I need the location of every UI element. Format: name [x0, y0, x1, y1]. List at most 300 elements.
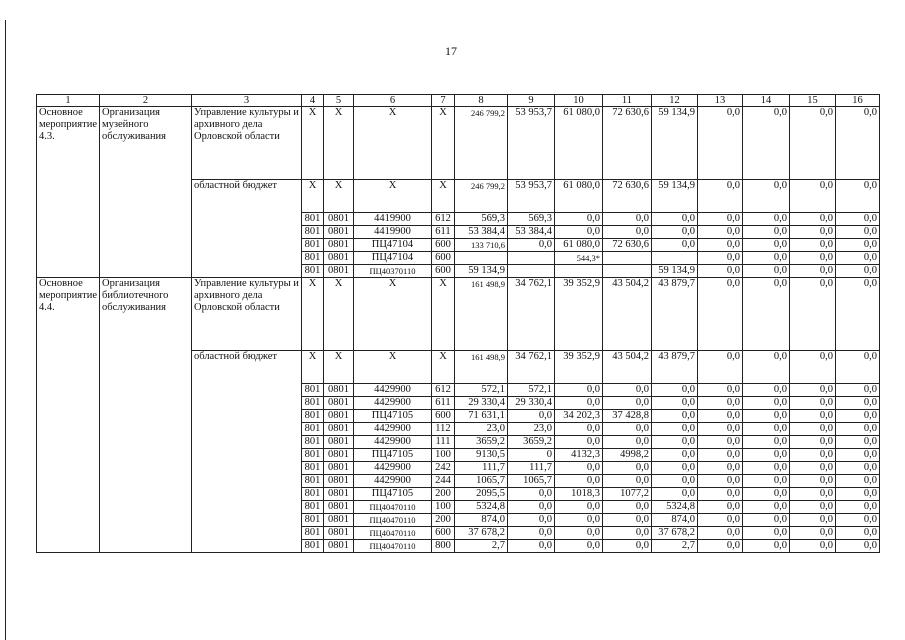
value-cell: 0,0 — [554, 501, 602, 514]
value-cell: 0,0 — [789, 107, 835, 180]
value-cell: 0,0 — [697, 540, 742, 553]
value-cell: 0,0 — [602, 436, 651, 449]
value-cell: ПЦ40370110 — [353, 265, 431, 278]
value-cell: 0,0 — [742, 239, 789, 252]
value-cell: 0,0 — [835, 462, 879, 475]
value-cell: 0,0 — [697, 265, 742, 278]
value-cell: 0,0 — [554, 475, 602, 488]
table-row — [37, 107, 880, 180]
value-cell: 801 — [301, 397, 323, 410]
budget-label-cell: областной бюджет — [191, 180, 301, 278]
activity-cell: Основное мероприятие 4.3. — [37, 107, 100, 278]
value-cell: 0,0 — [697, 213, 742, 226]
value-cell: 34 762,1 — [507, 351, 554, 384]
column-number-cell: 13 — [697, 95, 742, 107]
value-cell: 111 — [431, 436, 454, 449]
value-cell: ПЦ47104 — [353, 252, 431, 265]
value-cell: 0,0 — [835, 351, 879, 384]
value-cell: 0801 — [323, 226, 353, 239]
value-cell — [454, 252, 507, 265]
value-cell: 0,0 — [651, 410, 697, 423]
value-cell: 0,0 — [554, 540, 602, 553]
value-cell: 0,0 — [697, 488, 742, 501]
value-cell: 0801 — [323, 501, 353, 514]
value-cell: 0,0 — [789, 488, 835, 501]
value-cell: 611 — [431, 226, 454, 239]
column-number-cell: 6 — [353, 95, 431, 107]
value-cell: 111,7 — [454, 462, 507, 475]
value-cell: 0,0 — [742, 213, 789, 226]
value-cell: 43 879,7 — [651, 351, 697, 384]
value-cell: 53 384,4 — [507, 226, 554, 239]
column-number-cell: 16 — [835, 95, 879, 107]
value-cell: 0,0 — [789, 423, 835, 436]
column-number-cell: 2 — [99, 95, 191, 107]
value-cell: 600 — [431, 410, 454, 423]
value-cell: 0,0 — [742, 180, 789, 213]
value-cell: 0,0 — [507, 514, 554, 527]
table-row — [37, 278, 880, 351]
value-cell: 0,0 — [651, 226, 697, 239]
value-cell: Х — [353, 351, 431, 384]
value-cell: 801 — [301, 384, 323, 397]
value-cell: ПЦ40470110 — [353, 501, 431, 514]
value-cell: 37 428,8 — [602, 410, 651, 423]
value-cell: 0,0 — [742, 501, 789, 514]
value-cell: 0,0 — [554, 436, 602, 449]
value-cell: 0,0 — [742, 410, 789, 423]
value-cell: Х — [323, 278, 353, 351]
value-cell: 0,0 — [835, 527, 879, 540]
value-cell: 43 504,2 — [602, 351, 651, 384]
value-cell: 0,0 — [507, 488, 554, 501]
value-cell: ПЦ40470110 — [353, 527, 431, 540]
value-cell: 0,0 — [651, 423, 697, 436]
value-cell: 0,0 — [602, 540, 651, 553]
value-cell: Х — [353, 107, 431, 180]
value-cell: 0,0 — [789, 436, 835, 449]
value-cell: 0,0 — [789, 265, 835, 278]
value-cell: 0,0 — [835, 475, 879, 488]
value-cell: 0,0 — [554, 527, 602, 540]
value-cell: 0,0 — [697, 514, 742, 527]
value-cell: 246 799,2 — [454, 180, 507, 213]
value-cell: 100 — [431, 501, 454, 514]
value-cell: 0801 — [323, 252, 353, 265]
value-cell: 569,3 — [507, 213, 554, 226]
value-cell: 0,0 — [742, 278, 789, 351]
value-cell: 4132,3 — [554, 449, 602, 462]
value-cell: 23,0 — [454, 423, 507, 436]
value-cell: 0,0 — [789, 226, 835, 239]
value-cell: 0,0 — [697, 436, 742, 449]
value-cell: 0,0 — [697, 501, 742, 514]
value-cell: 0,0 — [789, 475, 835, 488]
value-cell: 0,0 — [602, 397, 651, 410]
value-cell: 0,0 — [651, 449, 697, 462]
value-cell: 801 — [301, 488, 323, 501]
value-cell: 1077,2 — [602, 488, 651, 501]
value-cell: 0,0 — [554, 226, 602, 239]
value-cell: 0,0 — [554, 213, 602, 226]
value-cell: 0,0 — [789, 410, 835, 423]
value-cell: 0801 — [323, 514, 353, 527]
value-cell: 0,0 — [789, 462, 835, 475]
value-cell: ПЦ47105 — [353, 449, 431, 462]
value-cell: 23,0 — [507, 423, 554, 436]
value-cell: 0801 — [323, 488, 353, 501]
value-cell: 0,0 — [835, 488, 879, 501]
value-cell: 0,0 — [697, 384, 742, 397]
value-cell: 0,0 — [602, 423, 651, 436]
value-cell: 801 — [301, 475, 323, 488]
value-cell: 0,0 — [697, 226, 742, 239]
value-cell: 0,0 — [789, 384, 835, 397]
value-cell: 0,0 — [507, 501, 554, 514]
value-cell: 29 330,4 — [507, 397, 554, 410]
value-cell: 0,0 — [697, 462, 742, 475]
column-number-cell: 3 — [191, 95, 301, 107]
value-cell: 242 — [431, 462, 454, 475]
column-number-cell: 14 — [742, 95, 789, 107]
value-cell: 1018,3 — [554, 488, 602, 501]
value-cell: 59 134,9 — [454, 265, 507, 278]
page-number: 17 — [445, 44, 457, 58]
value-cell: 4998,2 — [602, 449, 651, 462]
value-cell: 0,0 — [742, 265, 789, 278]
value-cell: 0,0 — [697, 351, 742, 384]
value-cell: 801 — [301, 501, 323, 514]
value-cell: 0,0 — [697, 397, 742, 410]
value-cell: 0,0 — [835, 410, 879, 423]
value-cell: 600 — [431, 527, 454, 540]
value-cell: 0801 — [323, 475, 353, 488]
value-cell: 0,0 — [742, 488, 789, 501]
column-number-cell: 10 — [554, 95, 602, 107]
value-cell: 0,0 — [835, 239, 879, 252]
value-cell: 72 630,6 — [602, 180, 651, 213]
value-cell: 0,0 — [835, 436, 879, 449]
value-cell: 0,0 — [742, 527, 789, 540]
value-cell: 0,0 — [697, 423, 742, 436]
value-cell: 0,0 — [697, 449, 742, 462]
value-cell: 61 080,0 — [554, 239, 602, 252]
value-cell: 0,0 — [507, 540, 554, 553]
value-cell: 0,0 — [651, 384, 697, 397]
budget-table — [36, 94, 880, 553]
value-cell: 0,0 — [742, 351, 789, 384]
value-cell: 544,3* — [554, 252, 602, 265]
value-cell: 4419900 — [353, 213, 431, 226]
value-cell: 0,0 — [602, 226, 651, 239]
value-cell: 0,0 — [742, 449, 789, 462]
value-cell: 2,7 — [454, 540, 507, 553]
value-cell: 801 — [301, 540, 323, 553]
value-cell: 801 — [301, 239, 323, 252]
value-cell: 0,0 — [742, 436, 789, 449]
value-cell: 4429900 — [353, 397, 431, 410]
value-cell: 0,0 — [697, 252, 742, 265]
value-cell: 0,0 — [835, 278, 879, 351]
value-cell: 0801 — [323, 384, 353, 397]
value-cell — [507, 265, 554, 278]
value-cell: 0 — [507, 449, 554, 462]
value-cell: 0,0 — [742, 423, 789, 436]
value-cell: 34 202,3 — [554, 410, 602, 423]
value-cell: 0,0 — [835, 397, 879, 410]
value-cell: 0,0 — [602, 514, 651, 527]
value-cell: ПЦ40470110 — [353, 514, 431, 527]
value-cell: 0,0 — [742, 107, 789, 180]
value-cell: 0801 — [323, 540, 353, 553]
value-cell: 0,0 — [742, 397, 789, 410]
value-cell: 0801 — [323, 449, 353, 462]
value-cell: 0,0 — [697, 180, 742, 213]
value-cell: 1065,7 — [454, 475, 507, 488]
column-number-row — [37, 95, 880, 107]
value-cell: 59 134,9 — [651, 265, 697, 278]
value-cell: 0,0 — [742, 252, 789, 265]
description-cell: Организация музейного обслуживания — [99, 107, 191, 278]
value-cell: 244 — [431, 475, 454, 488]
value-cell: 0,0 — [835, 501, 879, 514]
value-cell: 53 953,7 — [507, 107, 554, 180]
value-cell: 0,0 — [507, 239, 554, 252]
value-cell: 0,0 — [554, 462, 602, 475]
value-cell: 0801 — [323, 436, 353, 449]
value-cell: 4419900 — [353, 226, 431, 239]
value-cell: 0,0 — [507, 527, 554, 540]
value-cell: 37 678,2 — [454, 527, 507, 540]
value-cell: 9130,5 — [454, 449, 507, 462]
value-cell: 0,0 — [789, 239, 835, 252]
value-cell: 4429900 — [353, 475, 431, 488]
value-cell: 61 080,0 — [554, 107, 602, 180]
value-cell: 0,0 — [789, 514, 835, 527]
value-cell: 801 — [301, 527, 323, 540]
value-cell: 600 — [431, 252, 454, 265]
value-cell: 801 — [301, 436, 323, 449]
value-cell: 0,0 — [789, 540, 835, 553]
value-cell: 5324,8 — [651, 501, 697, 514]
value-cell: 612 — [431, 384, 454, 397]
value-cell: 0,0 — [789, 252, 835, 265]
value-cell: Х — [301, 107, 323, 180]
value-cell: 112 — [431, 423, 454, 436]
value-cell: 801 — [301, 226, 323, 239]
value-cell: 0,0 — [789, 278, 835, 351]
value-cell: 0,0 — [651, 475, 697, 488]
value-cell: 34 762,1 — [507, 278, 554, 351]
value-cell: 0,0 — [835, 265, 879, 278]
value-cell — [602, 252, 651, 265]
value-cell: 0,0 — [602, 475, 651, 488]
column-number-cell: 8 — [454, 95, 507, 107]
value-cell: 71 631,1 — [454, 410, 507, 423]
value-cell: 569,3 — [454, 213, 507, 226]
value-cell: 0,0 — [697, 278, 742, 351]
value-cell: 5324,8 — [454, 501, 507, 514]
value-cell: 1065,7 — [507, 475, 554, 488]
value-cell: 0,0 — [835, 226, 879, 239]
value-cell — [602, 265, 651, 278]
value-cell: 0,0 — [789, 213, 835, 226]
value-cell: 111,7 — [507, 462, 554, 475]
value-cell: Х — [431, 180, 454, 213]
value-cell: 0,0 — [835, 213, 879, 226]
value-cell: 0,0 — [554, 384, 602, 397]
value-cell: 0,0 — [697, 239, 742, 252]
value-cell: 572,1 — [454, 384, 507, 397]
value-cell: Х — [301, 278, 323, 351]
value-cell: 0,0 — [835, 384, 879, 397]
value-cell: 53 953,7 — [507, 180, 554, 213]
value-cell: 0,0 — [742, 384, 789, 397]
value-cell: 0,0 — [554, 397, 602, 410]
value-cell: 600 — [431, 265, 454, 278]
value-cell: Х — [431, 278, 454, 351]
value-cell: 801 — [301, 252, 323, 265]
value-cell: 0,0 — [789, 501, 835, 514]
value-cell: 0,0 — [835, 514, 879, 527]
responsible-cell: Управление культуры и архивного дела Орловской области — [191, 107, 301, 180]
value-cell: 2095,5 — [454, 488, 507, 501]
value-cell: 4429900 — [353, 384, 431, 397]
value-cell: Х — [323, 107, 353, 180]
value-cell: 43 879,7 — [651, 278, 697, 351]
value-cell: 0,0 — [651, 462, 697, 475]
value-cell: ПЦ47105 — [353, 488, 431, 501]
value-cell: 133 710,6 — [454, 239, 507, 252]
value-cell: Х — [431, 107, 454, 180]
value-cell: 0,0 — [789, 397, 835, 410]
responsible-cell: Управление культуры и архивного дела Орловской области — [191, 278, 301, 351]
value-cell: 801 — [301, 514, 323, 527]
value-cell: 0,0 — [602, 384, 651, 397]
value-cell: 0801 — [323, 423, 353, 436]
value-cell: 0,0 — [742, 226, 789, 239]
value-cell: 0,0 — [602, 462, 651, 475]
value-cell: Х — [301, 351, 323, 384]
activity-cell: Основное мероприятие 4.4. — [37, 278, 100, 553]
value-cell: 0801 — [323, 410, 353, 423]
value-cell: 0,0 — [835, 252, 879, 265]
value-cell: 61 080,0 — [554, 180, 602, 213]
value-cell: 0,0 — [835, 449, 879, 462]
value-cell: 0,0 — [835, 107, 879, 180]
value-cell: 801 — [301, 462, 323, 475]
value-cell: 0,0 — [697, 527, 742, 540]
value-cell: 0,0 — [697, 475, 742, 488]
value-cell: 0,0 — [742, 514, 789, 527]
value-cell: 0801 — [323, 265, 353, 278]
value-cell: 0,0 — [651, 488, 697, 501]
column-number-cell: 4 — [301, 95, 323, 107]
value-cell: Х — [353, 278, 431, 351]
value-cell: 2,7 — [651, 540, 697, 553]
column-number-cell: 15 — [789, 95, 835, 107]
value-cell: ПЦ47104 — [353, 239, 431, 252]
value-cell: 43 504,2 — [602, 278, 651, 351]
value-cell: 29 330,4 — [454, 397, 507, 410]
value-cell: 801 — [301, 423, 323, 436]
value-cell: 4429900 — [353, 423, 431, 436]
value-cell: ПЦ47105 — [353, 410, 431, 423]
value-cell: 72 630,6 — [602, 107, 651, 180]
column-number-cell: 9 — [507, 95, 554, 107]
column-number-cell: 12 — [651, 95, 697, 107]
column-number-cell: 11 — [602, 95, 651, 107]
value-cell: 100 — [431, 449, 454, 462]
value-cell — [554, 265, 602, 278]
value-cell: 801 — [301, 449, 323, 462]
value-cell: 0,0 — [789, 351, 835, 384]
value-cell: 3659,2 — [454, 436, 507, 449]
value-cell: 0,0 — [554, 514, 602, 527]
value-cell: Х — [323, 180, 353, 213]
value-cell: 0,0 — [602, 213, 651, 226]
value-cell: Х — [301, 180, 323, 213]
value-cell: 0,0 — [742, 475, 789, 488]
value-cell: 161 498,9 — [454, 278, 507, 351]
value-cell: 0,0 — [651, 239, 697, 252]
value-cell: 0801 — [323, 462, 353, 475]
left-margin-rule — [5, 20, 6, 640]
value-cell: Х — [431, 351, 454, 384]
value-cell: 0,0 — [742, 540, 789, 553]
value-cell: 0,0 — [789, 527, 835, 540]
value-cell: 0,0 — [742, 462, 789, 475]
value-cell: 801 — [301, 265, 323, 278]
value-cell: 0,0 — [835, 180, 879, 213]
value-cell: 874,0 — [454, 514, 507, 527]
value-cell: 39 352,9 — [554, 278, 602, 351]
value-cell: Х — [353, 180, 431, 213]
value-cell: 53 384,4 — [454, 226, 507, 239]
value-cell — [651, 252, 697, 265]
value-cell: ПЦ40470110 — [353, 540, 431, 553]
value-cell: 572,1 — [507, 384, 554, 397]
column-number-cell: 5 — [323, 95, 353, 107]
value-cell: 611 — [431, 397, 454, 410]
value-cell: 0,0 — [651, 436, 697, 449]
value-cell: 874,0 — [651, 514, 697, 527]
value-cell: 801 — [301, 213, 323, 226]
value-cell: 59 134,9 — [651, 107, 697, 180]
value-cell: 801 — [301, 410, 323, 423]
value-cell: 0801 — [323, 213, 353, 226]
value-cell: 39 352,9 — [554, 351, 602, 384]
value-cell: 3659,2 — [507, 436, 554, 449]
value-cell: 72 630,6 — [602, 239, 651, 252]
value-cell: 0801 — [323, 397, 353, 410]
table-body — [37, 95, 880, 553]
value-cell: 0,0 — [651, 397, 697, 410]
value-cell: 246 799,2 — [454, 107, 507, 180]
value-cell: 4429900 — [353, 462, 431, 475]
value-cell: 0,0 — [507, 410, 554, 423]
value-cell: 161 498,9 — [454, 351, 507, 384]
value-cell: 0,0 — [835, 540, 879, 553]
value-cell: 37 678,2 — [651, 527, 697, 540]
value-cell: 0,0 — [697, 410, 742, 423]
value-cell: 800 — [431, 540, 454, 553]
value-cell: 0,0 — [602, 501, 651, 514]
value-cell: 0,0 — [697, 107, 742, 180]
value-cell: 0,0 — [651, 213, 697, 226]
value-cell: 600 — [431, 239, 454, 252]
column-number-cell: 1 — [37, 95, 100, 107]
